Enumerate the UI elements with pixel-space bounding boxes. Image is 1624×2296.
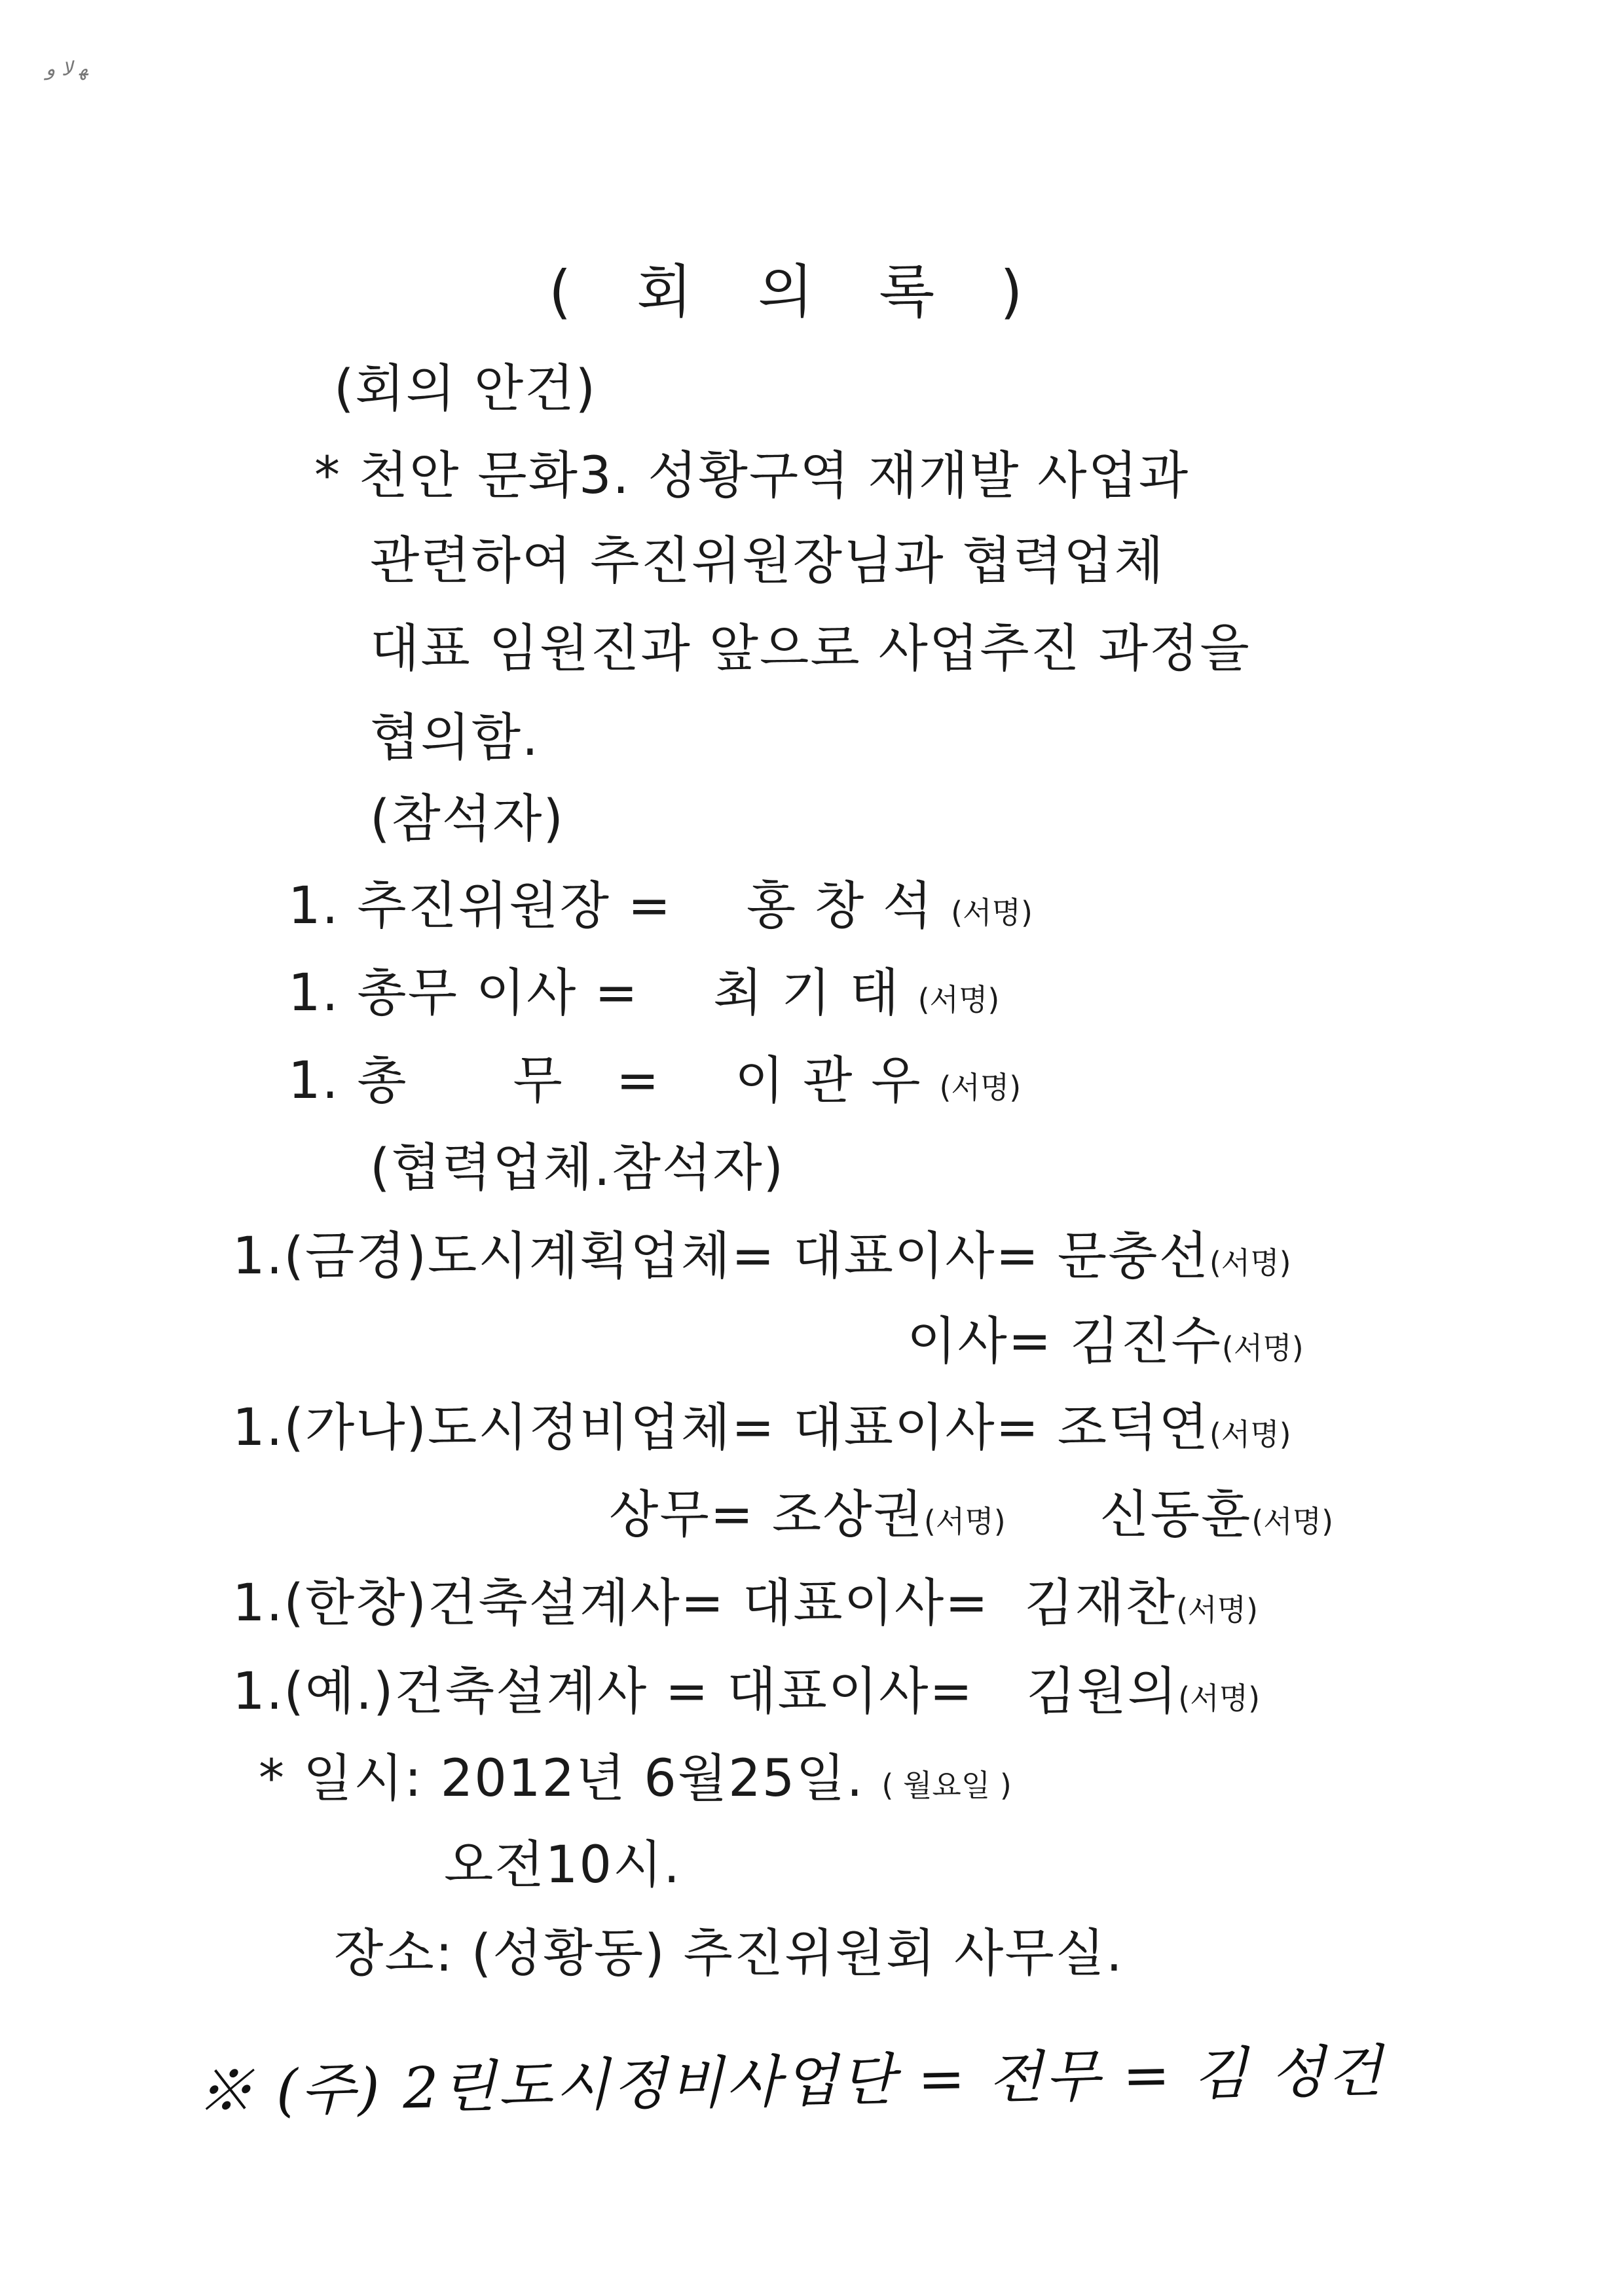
partner-row [232,1662,1261,1721]
meeting-place: 장소: (성황동) 추진위원회 사무실. [334,1924,1124,1983]
signature-mark: (서명) [1209,1245,1291,1281]
partner-row [609,1485,1334,1544]
signature-mark: (서명) [951,895,1033,930]
partner-text: 신동훈 [1099,1485,1252,1544]
attendee-row [288,877,1033,936]
partner-text: 1.(한창)건축설계사= 대표이사= 김재찬 [232,1574,1177,1633]
agenda-line: 협의함. [370,708,540,767]
signature-mark: (서명) [1221,1330,1304,1366]
signature-mark: (서명) [923,1504,1006,1539]
partner-row [232,1574,1259,1633]
attendee-row [288,964,1000,1023]
meeting-datetime [259,1749,1012,1808]
date-text: * 일시: 2012년 6월25일. [259,1749,864,1808]
partner-text: 1.(가나)도시정비업체= 대표이사= 조덕연 [232,1398,1209,1457]
partner-text: 이사= 김진수 [907,1312,1222,1371]
attendee-role: 총 무 = [357,1051,661,1110]
partners-heading: (협력업체.참석자) [370,1139,785,1197]
partner-text: 상무= 조상권 [609,1485,924,1544]
attendee-row [288,1051,1022,1110]
signature-mark: (서명) [1176,1592,1259,1628]
signature-mark: (서명) [917,982,1000,1017]
signature-mark: (서명) [1178,1681,1261,1716]
partner-row [907,1312,1304,1371]
attendee-number: 1. [288,1051,340,1110]
agenda-line: * 천안 문화3. 성황구역 재개발 사업과 [314,446,1190,505]
partner-text: 1.(예.)건축설계사 = 대표이사= 김원의 [232,1662,1179,1721]
weekday-text: ( 월요일 ) [881,1768,1012,1803]
agenda-line: 관련하여 추진위원장님과 협력업체 [370,532,1165,591]
attendee-name: 이 관 우 [735,1051,922,1110]
agenda-heading: (회의 안건) [334,359,597,418]
page-title: ( 회 의 록 ) [549,258,1046,325]
attendee-name: 홍 창 석 [746,877,934,936]
partner-text: 1.(금경)도시계획업체= 대표이사= 문충선 [232,1227,1209,1286]
signature-mark: (서명) [1209,1417,1291,1452]
handwritten-note: ※ (주) 2린도시정비사업단 = 전무 = 김 성건 [196,2039,1386,2125]
attendee-number: 1. [288,877,340,936]
attendee-number: 1. [288,964,340,1023]
agenda-line: 대표 임원진과 앞으로 사업추진 과정을 [370,619,1251,678]
signature-mark: (서명) [939,1070,1022,1105]
corner-mark: ﻬ ﻻ ﻭ [46,58,88,81]
meeting-time: 오전10시. [444,1836,682,1895]
signature-mark: (서명) [1251,1504,1334,1539]
attendees-heading: (참석자) [370,790,564,848]
partner-row [232,1227,1291,1286]
attendee-name: 최 기 태 [713,964,900,1023]
attendee-role: 추진위원장 = [357,877,673,936]
attendee-role: 총무 이사 = [357,964,639,1023]
partner-row [232,1398,1291,1457]
